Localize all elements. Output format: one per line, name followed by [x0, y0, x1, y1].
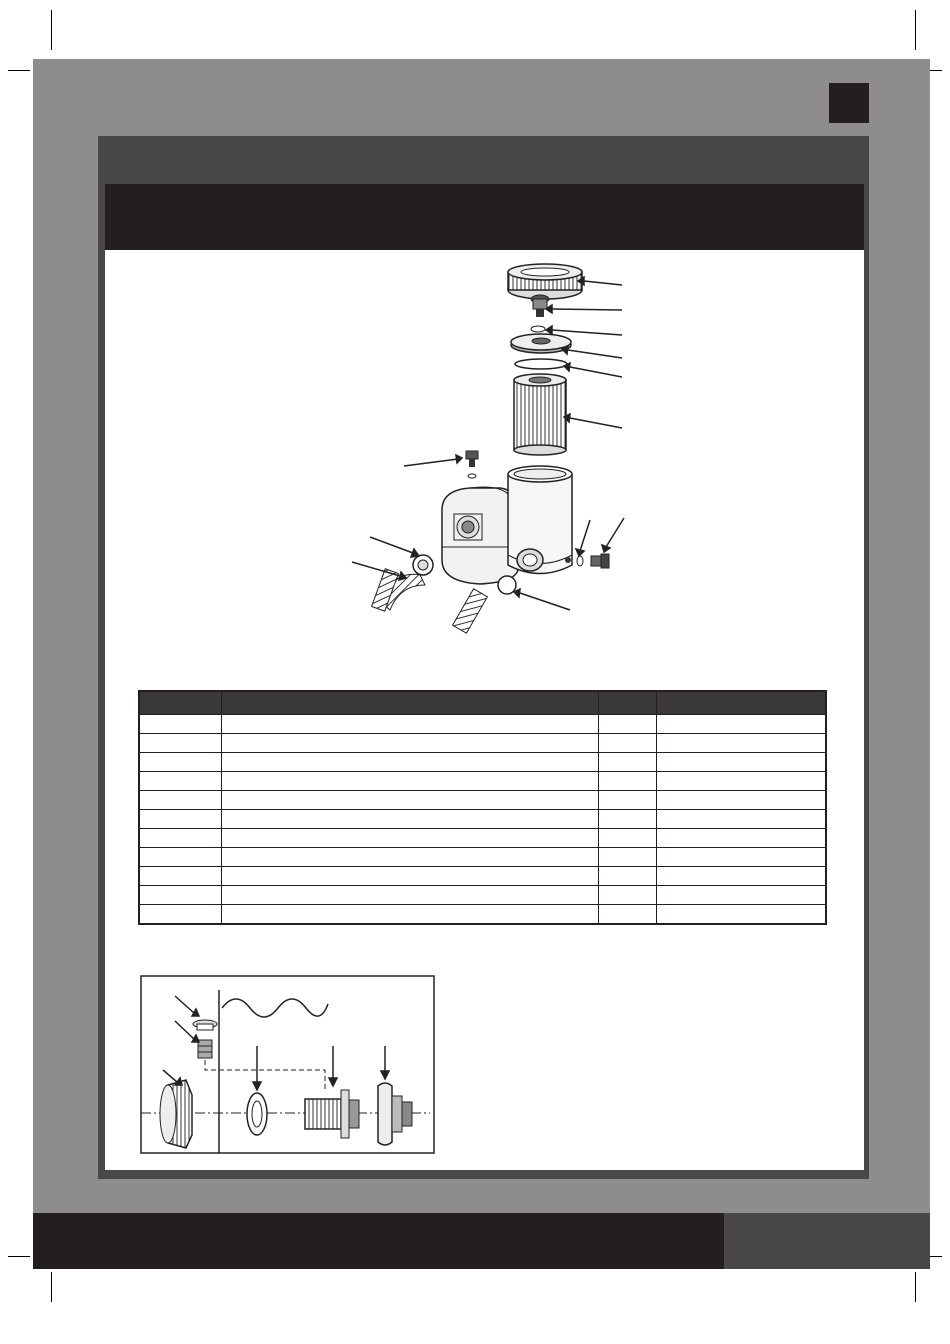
table-cell [139, 867, 221, 886]
table-cell [656, 791, 826, 810]
table-cell [139, 734, 221, 753]
pump-motor [442, 487, 518, 584]
table-cell [656, 810, 826, 829]
drain-plug [577, 554, 609, 568]
table-cell [598, 810, 656, 829]
table-cell [598, 848, 656, 867]
table-cell [221, 753, 598, 772]
table-cell [139, 848, 221, 867]
filter-housing-top [511, 334, 571, 353]
table-cell [656, 867, 826, 886]
table-header [221, 691, 598, 715]
table-cell [139, 772, 221, 791]
filter-lid-cap [508, 264, 582, 299]
table-cell [656, 753, 826, 772]
table-row [139, 734, 826, 753]
table-row [139, 791, 826, 810]
sealing-ring [515, 359, 567, 369]
table-cell [221, 829, 598, 848]
table-row [139, 886, 826, 905]
table-cell [221, 810, 598, 829]
table-cell [598, 715, 656, 734]
table-cell [656, 905, 826, 925]
table-cell [221, 715, 598, 734]
table-row [139, 829, 826, 848]
table-header-row [139, 691, 826, 715]
table-cell [221, 772, 598, 791]
table-cell [139, 753, 221, 772]
air-release-plug [466, 451, 478, 478]
table-cell [656, 848, 826, 867]
table-cell [221, 867, 598, 886]
hose-right [453, 576, 516, 633]
table-cell [139, 905, 221, 925]
table-header [598, 691, 656, 715]
table-cell [656, 734, 826, 753]
table-cell [221, 791, 598, 810]
table-cell [598, 772, 656, 791]
table-cell [598, 886, 656, 905]
table-row [139, 867, 826, 886]
table-cell [139, 791, 221, 810]
table-row [139, 810, 826, 829]
table-cell [598, 829, 656, 848]
table-cell [139, 715, 221, 734]
table-cell [221, 848, 598, 867]
table-cell [221, 905, 598, 925]
filter-cartridge [514, 374, 566, 455]
table-cell [598, 791, 656, 810]
table-header [139, 691, 221, 715]
table-row [139, 772, 826, 791]
table-row [139, 848, 826, 867]
table-cell [598, 753, 656, 772]
table-cell [656, 715, 826, 734]
table-cell [656, 772, 826, 791]
table-header [656, 691, 826, 715]
table-cell [598, 734, 656, 753]
filter-housing-body [508, 466, 572, 574]
o-ring [531, 326, 545, 332]
table-row [139, 715, 826, 734]
parts-table [138, 690, 827, 925]
table-cell [221, 734, 598, 753]
table-row [139, 905, 826, 925]
table-cell [656, 829, 826, 848]
table-cell [139, 810, 221, 829]
table-cell [139, 829, 221, 848]
air-release-valve [531, 295, 549, 317]
table-cell [139, 886, 221, 905]
table-cell [656, 886, 826, 905]
table-cell [221, 886, 598, 905]
table-cell [598, 867, 656, 886]
table-row [139, 753, 826, 772]
table-cell [598, 905, 656, 925]
